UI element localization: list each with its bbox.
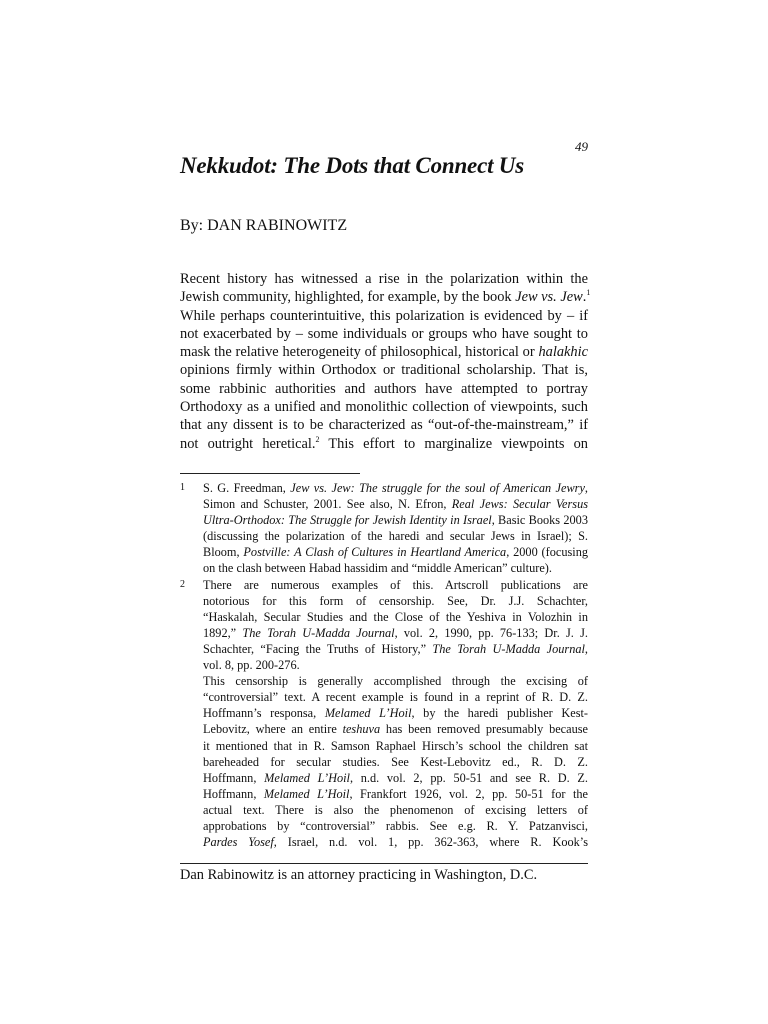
text-run: mask the relative heterogeneity of philosophical, historical or (180, 344, 539, 361)
text-run: on the clash between Habad hassidim and “middle American” culture). (203, 561, 552, 576)
text-run: This censorship is generally accomplished through the excising of (203, 674, 588, 689)
footnote-text (203, 480, 588, 577)
text-run: S. G. Freedman, (203, 481, 291, 495)
text-run: , Frankfort 1926, vol. 2, pp. 50-51 for the (349, 786, 589, 801)
text-run: Orthodoxy as a unified and monolithic collection of viewpoints, such (180, 399, 588, 416)
text-run: not exacerbated by – some individuals or groups who have sought to (180, 325, 588, 342)
footnote-line (203, 560, 588, 576)
footnote-line (203, 673, 588, 689)
text-run: (discussing the polarization of the haredi and secular Jews in Israel); S. (203, 529, 588, 544)
footnote-reference: 2 (315, 434, 320, 444)
text-run: 1892,” (203, 625, 243, 640)
text-run: , (584, 481, 588, 495)
text-run: , n.d. vol. 2, pp. 50-51 and see R. D. Z. (349, 770, 589, 785)
byline: By: DAN RABINOWITZ (180, 217, 348, 234)
text-run: “Haskalah, Secular Studies and the Close of the Yeshiva in Volozhin in (203, 609, 588, 624)
text-run: , (584, 641, 588, 656)
body-line (180, 325, 588, 343)
author-note-divider (180, 863, 588, 864)
footnote-line (203, 721, 588, 737)
footnote-line (203, 512, 588, 528)
footnote-line (203, 625, 588, 641)
text-run: Recent history has witnessed a rise in the polarization within the (180, 271, 588, 287)
italic-text: Postville: A Clash of Cultures in Heartland America (243, 545, 507, 560)
body-line (180, 270, 588, 288)
footnote-line (203, 705, 588, 721)
text-run: , 2000 (focusing (506, 545, 588, 560)
footnote-divider (180, 473, 360, 474)
text-run: Hoffmann, (203, 770, 265, 785)
italic-text: Ultra-Orthodox: The Struggle for Jewish Identity in Israel (203, 513, 492, 528)
footnote-marker: 2 (180, 578, 185, 590)
body-line (180, 416, 588, 434)
body-line (180, 343, 588, 361)
text-run: Simon and Schuster, 2001. See also, N. Efron, (203, 497, 452, 512)
text-run: Hoffmann’s responsa, (203, 706, 325, 721)
text-run: Schachter, “Facing the Truths of History,” (203, 641, 433, 656)
footnote-reference: 1 (586, 288, 591, 298)
italic-text: Real Jews: Secular Versus (451, 497, 588, 512)
text-run: , vol. 2, 1990, pp. 76-133; Dr. J. J. (394, 625, 588, 640)
body-line (180, 435, 588, 453)
footnote-line (203, 738, 588, 754)
italic-text: Jew vs. Jew: The struggle for the soul of American Jewry (290, 481, 585, 495)
author-note: Dan Rabinowitz is an attorney practicing in Washington, D.C. (180, 867, 538, 883)
footnote-line (203, 544, 588, 560)
footnote-line (203, 641, 588, 657)
text-run: bareheaded for secular studies. See Kest-Lebovitz ed., R. D. Z. (203, 754, 588, 769)
text-run: approbations by “controversial” rabbis. See e.g. R. Y. Patzanvisci, (203, 818, 588, 833)
text-run: not outright heretical. (180, 435, 316, 452)
body-line (180, 380, 588, 398)
text-run: Lebovitz, where an entire (203, 722, 343, 737)
body-line (180, 288, 591, 306)
text-run: has been removed presumably because (380, 722, 588, 737)
footnote-line (203, 480, 588, 496)
footnote-line (203, 609, 588, 625)
footnote-line (203, 754, 588, 770)
text-run: This effort to marginalize viewpoints on (319, 435, 589, 452)
text-run: vol. 8, pp. 200-276. (203, 658, 300, 673)
italic-text: Jew vs. Jew (515, 289, 583, 306)
footnotes (180, 480, 588, 850)
text-run: actual text. There is also the phenomenon of excising letters of (203, 802, 588, 817)
text-run: some rabbinic authorities and authors have attempted to portray (180, 380, 588, 397)
italic-text: teshuva (342, 722, 381, 737)
footnote-line (203, 528, 588, 544)
body-line (180, 398, 588, 416)
footnote-line (203, 593, 588, 609)
italic-text: Melamed L’Hoil (264, 770, 350, 785)
text-run: Bloom, (203, 545, 244, 560)
text-run: There are numerous examples of this. Artscroll publications are (203, 577, 588, 592)
footnote-marker: 1 (180, 482, 185, 493)
text-run: , Israel, n.d. vol. 1, pp. 362-363, where R. Kook’s (273, 835, 588, 850)
italic-text: Pardes Yosef (203, 835, 274, 850)
footnote-line (203, 689, 588, 705)
italic-text: Melamed L’Hoil (263, 786, 350, 801)
article-title: Nekkudot: The Dots that Connect Us (180, 153, 524, 178)
page-number: 49 (575, 139, 588, 154)
footnote-line (203, 802, 588, 818)
italic-text: Melamed L’Hoil (324, 706, 412, 721)
footnote-text (203, 577, 588, 851)
footnote-line (203, 770, 588, 786)
text-run: it mentioned that in R. Samson Raphael Hirsch’s school the children sat (203, 738, 588, 753)
italic-text: halakhic (538, 344, 588, 361)
footnote-2 (180, 577, 588, 851)
footnote-1 (180, 480, 588, 577)
text-run: notorious for this form of censorship. See, Dr. J.J. Schachter, (203, 593, 588, 608)
text-run: , by the haredi publisher Kest- (411, 706, 588, 721)
text-run: , Basic Books 2003 (491, 513, 588, 528)
footnote-line (203, 786, 588, 802)
italic-text: The Torah U-Madda Journal (242, 625, 395, 640)
footnote-line (203, 657, 588, 673)
text-run: Jewish community, highlighted, for example, by the book (180, 289, 516, 306)
text-run: Hoffmann, (203, 786, 264, 801)
text-run: While perhaps counterintuitive, this polarization is evidenced by – if (180, 307, 588, 324)
footnote-line (203, 818, 588, 834)
footnote-line (203, 577, 588, 593)
body-text (180, 270, 591, 453)
footnote-line (203, 834, 588, 850)
footnote-line (203, 496, 588, 512)
italic-text: The Torah U-Madda Journal (432, 641, 585, 656)
text-run: that any dissent is to be characterized as “out-of-the-mainstream,” if (180, 417, 588, 434)
text-run: “controversial” text. A recent example is found in a reprint of R. D. Z. (203, 690, 588, 705)
text-run: . (582, 289, 587, 306)
text-run: opinions firmly within Orthodox or traditional scholarship. That is, (180, 362, 588, 379)
body-line (180, 361, 588, 379)
body-line (180, 307, 588, 325)
